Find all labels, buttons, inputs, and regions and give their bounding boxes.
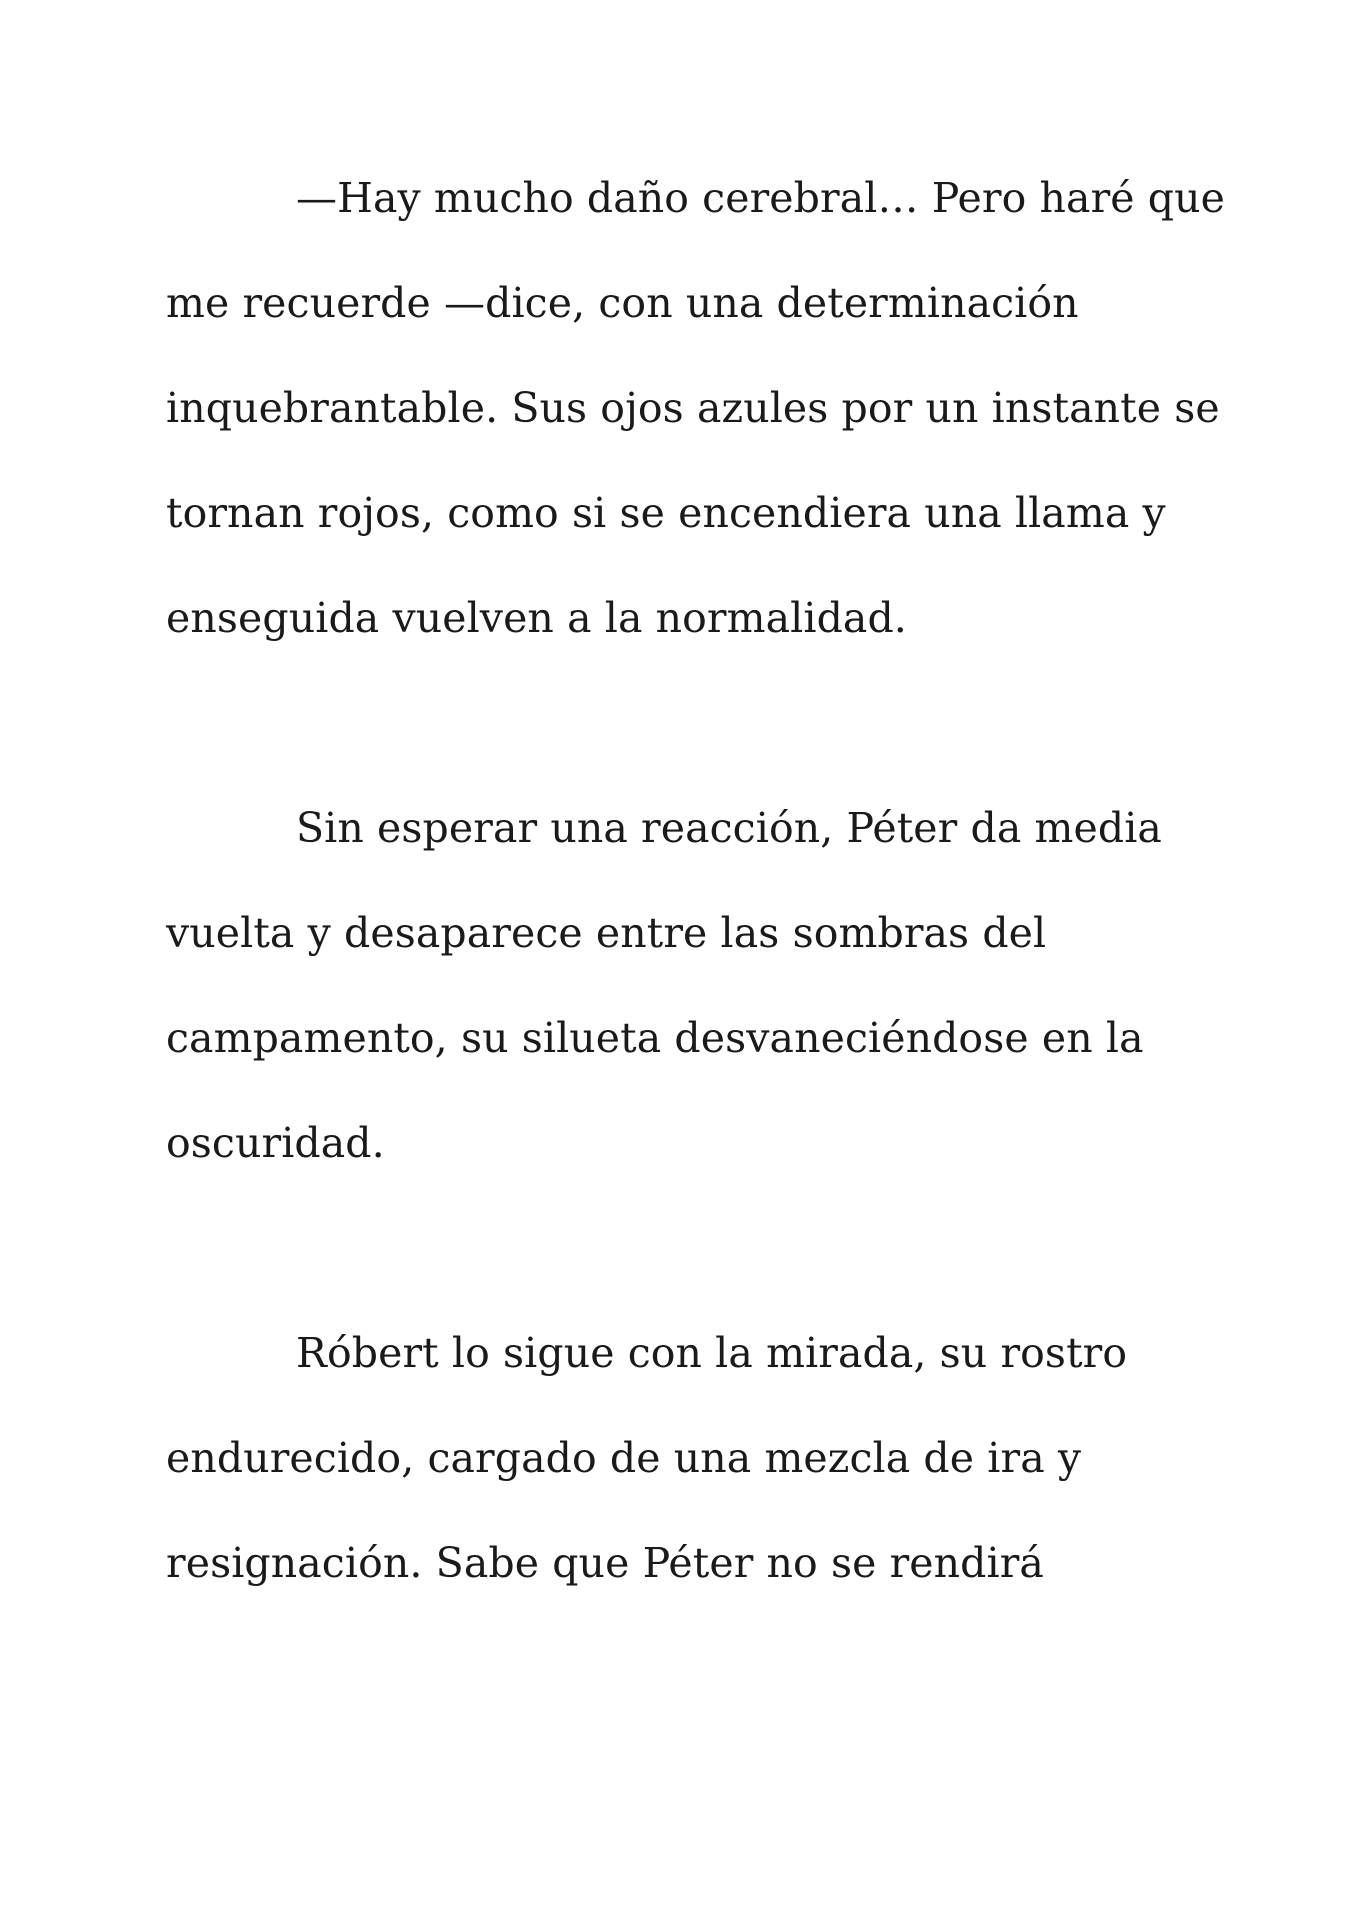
paragraph-line: Róbert lo sigue con la mirada, su rostro <box>296 1329 1128 1377</box>
paragraph-3 <box>166 1313 1206 1628</box>
paragraph-line: campamento, su silueta desvaneciéndose en la <box>166 1014 1144 1062</box>
paragraph-line: me recuerde —dice, con una determinación <box>166 279 1079 327</box>
paragraph-line: enseguida vuelven a la normalidad. <box>166 594 907 642</box>
paragraph-line: vuelta y desaparece entre las sombras del <box>166 909 1047 957</box>
paragraph-spacer <box>166 1208 1206 1313</box>
paragraph-1 <box>166 158 1225 683</box>
paragraph-line: oscuridad. <box>166 1119 385 1167</box>
body-text <box>166 158 1225 1628</box>
paragraph-spacer <box>166 683 1206 788</box>
paragraph-line: tornan rojos, como si se encendiera una llama y <box>166 489 1166 537</box>
paragraph-line: endurecido, cargado de una mezcla de ira y <box>166 1434 1082 1482</box>
paragraph-line: Sin esperar una reacción, Péter da media <box>296 804 1162 852</box>
paragraph-2 <box>166 788 1206 1208</box>
paragraph-line: —Hay mucho daño cerebral… Pero haré que <box>296 174 1225 222</box>
paragraph-line: inquebrantable. Sus ojos azules por un instante se <box>166 384 1220 432</box>
paragraph-line: resignación. Sabe que Péter no se rendirá <box>166 1539 1044 1587</box>
